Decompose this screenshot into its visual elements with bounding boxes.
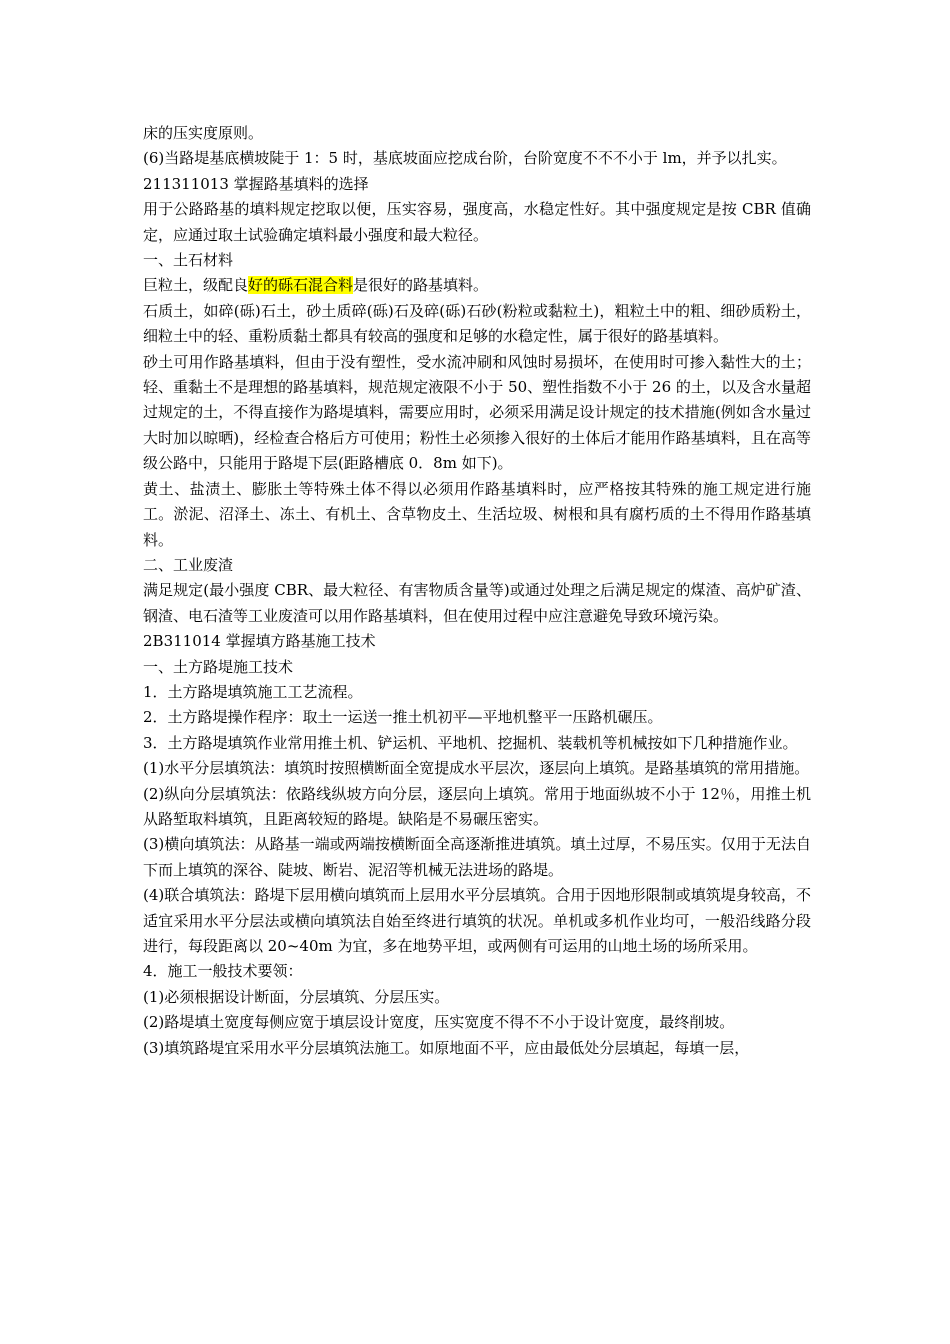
- paragraph-17: (3)横向填筑法：从路基一端或两端按横断面全高逐渐推进填筑。填土过厚，不易压实。仅用于无法自下而上填筑的深谷、陡坡、断岩、泥沼等机械无法进场的路堤。: [143, 835, 811, 879]
- paragraph-5: 石质土，如碎(砾)石土，砂土质碎(砾)石及碎(砾)石砂(粉粒或黏粒土)，粗粒土中的粗、细砂质粉土，细粒土中的轻、重粉质黏土都具有较高的强度和足够的水稳定性，属于很好的路基填料。: [143, 301, 811, 346]
- heading-earthwork-embankment: 一、土方路堤施工技术: [143, 657, 294, 676]
- paragraph-19: 4．施工一般技术要领：: [143, 962, 303, 981]
- paragraph-15: (1)水平分层填筑法：填筑时按照横断面全宽提成水平层次，逐层向上填筑。是路基填筑的常用措施。: [143, 759, 810, 778]
- paragraph-20: (1)必须根据设计断面，分层填筑、分层压实。: [143, 987, 450, 1006]
- paragraph-18: (4)联合填筑法：路堤下层用横向填筑而上层用水平分层填筑。合用于因地形限制或填筑堤身较高，不适宜采用水平分层法或横向填筑法自始至终进行填筑的状况。单机或多机作业均可，一般沿线路分段进行，每段距离以 20~40m 为宜，多在地势平坦，或两侧有可运用的山地土场的场所采用。: [143, 886, 811, 955]
- paragraph-9: 满足规定(最小强度 CBR、最大粒径、有害物质含量等)或通过处理之后满足规定的煤渣、高炉矿渣、钢渣、电石渣等工业废渣可以用作路基填料，但在使用过程中应注意避免导致环境污染。: [143, 581, 811, 625]
- highlight-after: 是很好的路基填料。: [353, 276, 489, 295]
- highlight-before: 巨粒土，级配良: [143, 276, 249, 295]
- section-heading-211311013: 211311013 掌握路基填料的选择: [143, 174, 369, 193]
- highlighted-paragraph: [143, 273, 811, 298]
- section-heading-2B311014: 2B311014 掌握填方路基施工技术: [143, 632, 376, 651]
- paragraph-6: 砂土可用作路基填料，但由于没有塑性，受水流冲刷和风蚀时易损坏，在使用时可掺入黏性大的土；轻、重黏土不是理想的路基填料，规范规定液限不小于 50、塑性指数不小于 26 的土，以及含水量超过规定的土，不得直接作为路堤填料，需要应用时，必须采用满足设计规定的技术措施(例如含水量过大时加以晾晒)，经检查合格后方可使用；粉性土必须掺入很好的土体后才能用作路基填料，且在高等级公路中，只能用于路堤下层(距路槽底 0．8m 如下)。: [143, 352, 811, 473]
- highlighted-text: 好的砾石混合料: [248, 276, 354, 295]
- paragraph-12: 1．土方路堤填筑施工工艺流程。: [143, 682, 363, 701]
- heading-industrial-waste: 二、工业废渣: [143, 555, 234, 574]
- document-page: [143, 121, 811, 1061]
- paragraph-21: (2)路堤填土宽度每侧应宽于填层设计宽度，压实宽度不得不不小于设计宽度，最终削坡。: [143, 1013, 735, 1032]
- heading-soil-stone: 一、土石材料: [143, 251, 234, 270]
- paragraph-0: 床的压实度原则。: [143, 124, 264, 142]
- paragraph-16: (2)纵向分层填筑法：依路线纵坡方向分层，逐层向上填筑。常用于地面纵坡不小于 12％，用推土机从路堑取料填筑，且距离较短的路堤。缺陷是不易碾压密实。: [143, 784, 811, 828]
- paragraph-13: 2．土方路堤操作程序：取土一运送一推土机初平—平地机整平一压路机碾压。: [143, 708, 663, 727]
- paragraph-22: (3)填筑路堤宜采用水平分层填筑法施工。如原地面不平，应由最低处分层填起，每填一层，: [143, 1038, 750, 1057]
- paragraph-14: 3．土方路堤填筑作业常用推土机、铲运机、平地机、挖掘机、装载机等机械按如下几种措施作业。: [143, 733, 798, 752]
- paragraph-3: 用于公路路基的填料规定挖取以便，压实容易，强度高，水稳定性好。其中强度规定是按 CBR 值确定，应通过取土试验确定填料最小强度和最大粒径。: [143, 200, 811, 244]
- paragraph-7: 黄土、盐渍土、膨胀土等特殊土体不得以必须用作路基填料时，应严格按其特殊的施工规定进行施工。淤泥、沼泽土、冻土、有机土、含草物皮土、生活垃圾、树根和具有腐朽质的土不得用作路基填料。: [143, 479, 811, 549]
- paragraph-1: (6)当路堤基底横坡陡于 1：5 时，基底坡面应挖成台阶，台阶宽度不不不小于 lm，并予以扎实。: [143, 149, 787, 168]
